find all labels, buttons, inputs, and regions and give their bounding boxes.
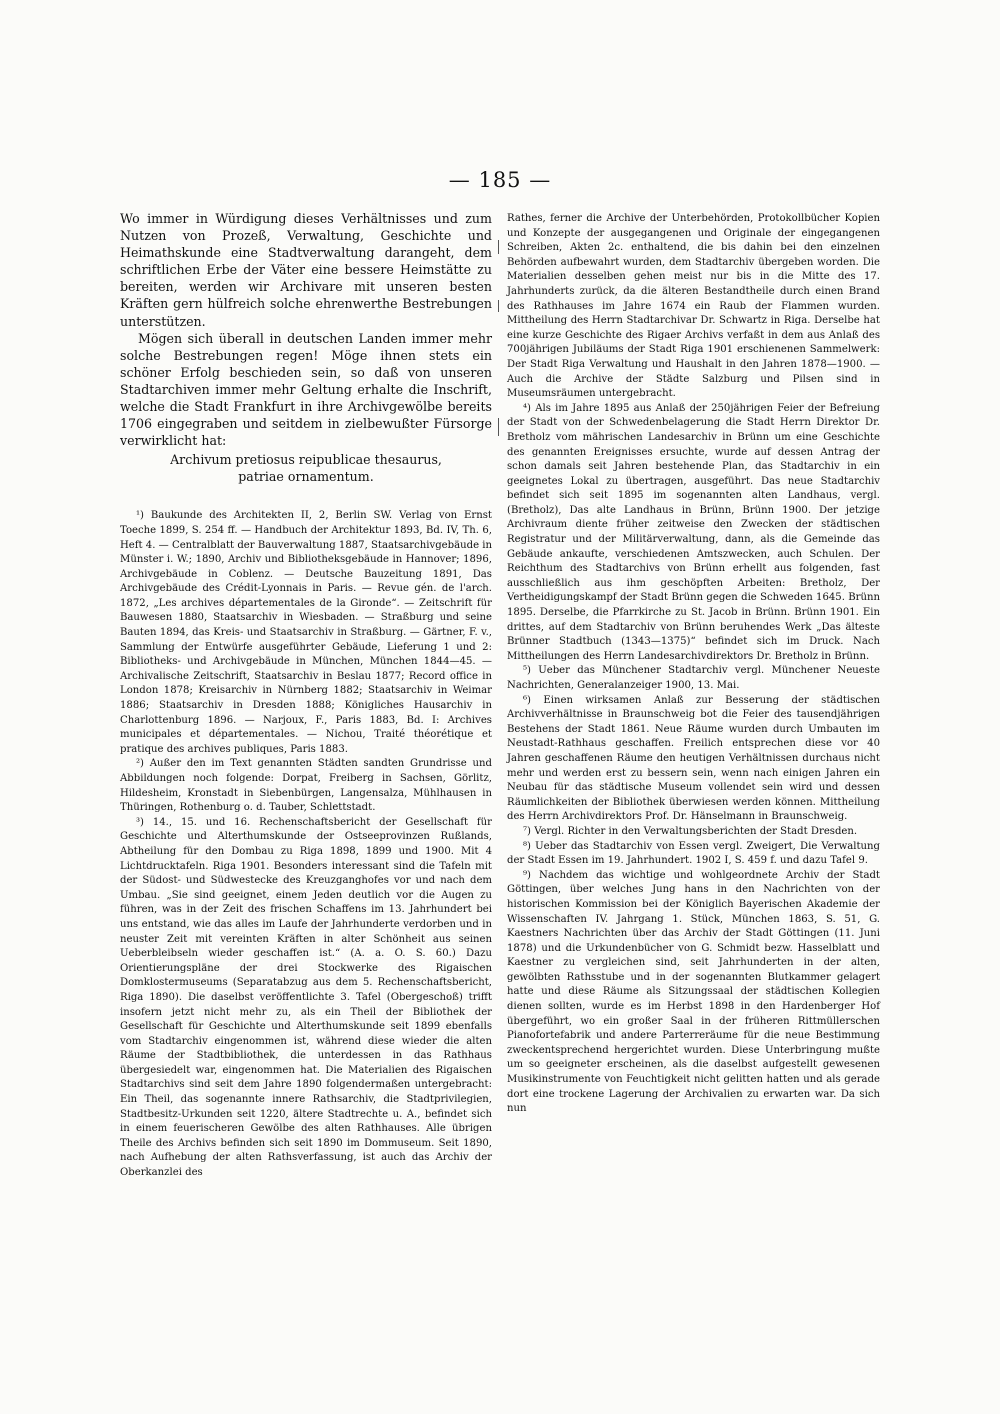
inscription-motto — [120, 451, 492, 485]
margin-mark — [498, 300, 499, 312]
page-number: — 185 — — [448, 168, 552, 192]
footnote: ³) 14., 15. und 16. Rechenschaftsbericht der Gesellschaft für Geschichte und Alterthumskunde der Ostseeprovinzen Rußlands, Abtheilung für den Dombau zu Riga 1898, 1899 und 1900. Mit 4 Lichtdrucktafeln. Riga 1901. Besonders interessant sind die Tafeln mit der Südost- und Südwestecke des Kreuzganghofes vor und nach dem Umbau. „Sie sind geeignet, einem Jeden deutlich vor die Augen zu führen, was in der Zeit des frischen Schaffens im 13. Jahrhundert bei uns entstand, wie das alles im Laufe der Jahrhunderte verdorben und in neuster Zeit mit vereinten Kräften in alter Schönheit aus seinen Ueberbleibseln wieder geschaffen ist.“ (A. a. O. S. 60.) Dazu Orientierungspläne der drei Stockwerke des Rigaischen Domklostermuseums (Separatabzug aus dem 5. Rechenschaftsbericht, Riga 1890). Die daselbst veröffentlichte 3. Tafel (Obergeschoß) trifft insofern jetzt nicht mehr zu, als ein Theil der Bibliothek der Gesellschaft für Geschichte und Alterthumskunde seit 1899 ebenfalls vom Stadtarchiv eingenommen ist, während diese wieder die alten Räume der Stadtbibliothek, die unterdessen in das Rathhaus übergesiedelt war, eingenommen hat. Die Materialien des Rigaischen Stadtarchivs sind seit dem Jahre 1890 folgendermaßen untergebracht: Ein Theil, das sogenannte innere Rathsarchiv, die Stadtprivilegien, Stadtbesitz-Urkunden seit 1220, ältere Stadtrechte u. A., befindet sich in einem feuerischeren Gewölbe des alten Rathhauses. Alle übrigen Theile des Archivs befinden sich seit 1890 im Dommuseum. Seit 1890, nach Aufhebung der alten Rathsverfassung, ist auch das Archiv der Oberkanzlei des — [120, 816, 492, 1179]
motto-line: Archivum pretiosus reipublicae thesaurus, — [170, 452, 442, 468]
footnote: ¹) Baukunde des Architekten II, 2, Berlin SW. Verlag von Ernst Toeche 1899, S. 254 ff. — Handbuch der Architektur 1893, Bd. IV, Th. 6, Heft 4. — Centralblatt der Bauverwaltung 1887, Staatsarchivgebäude in Münster i. W.; 1890, Archiv und Bibliotheksgebäude in Hannover; 1896, Archivgebäude in Coblenz. — Deutsche Bauzeitung 1891, Das Archivgebäude des Crédit-Lyonnais in Paris. — Revue gén. de l'arch. 1872, „Les archives départementales de la Gironde“. — Zeitschrift für Bauwesen 1880, Staatsarchiv in Wiesbaden. — Straßburg und seine Bauten 1894, das Kreis- und Staatsarchiv in Straßburg. — Gärtner, F. v., Sammlung der Entwürfe ausgeführter Gebäude, Lieferung 1 und 2: Bibliotheks- und Archivgebäude in München, München 1844—45. — Archivalische Zeitschrift, Staatsarchiv in Beslau 1877; Record office in London 1878; Kreisarchiv in Nürnberg 1882; Staatsarchiv in Weimar 1886; Staatsarchiv in Dresden 1888; Königliches Hausarchiv in Charlottenburg 1896. — Narjoux, F., Paris 1883, Bd. I: Archives municipales et départementales. — Nichou, Traité théorétique et pratique des archives publiques, Paris 1883. — [120, 510, 492, 755]
footnotes — [120, 509, 492, 1180]
paragraph: Wo immer in Würdigung dieses Verhältnisses und zum Nutzen von Prozeß, Verwaltung, Geschichte und Heimathskunde eine Stadtverwaltung darangeht, dem schriftlichen Erbe der Väter eine bessere Heimstätte zu bereiten, werden wir Archivare mit unseren besten Kräften gern hülfreich solche ehrenwerthe Bestrebungen unterstützen. — [120, 211, 492, 329]
footnote-continuation: Rathes, ferner die Archive der Unterbehörden, Protokollbücher Kopien und Konzepte der ausgegangenen und Originale der eingegangenen Schreiben, Akten 2c. enthaltend, die bis dahin bei den einzelnen Behörden aufbewahrt wurden, dem Stadtarchiv übergeben worden. Die Materialien desselben gehen meist nur bis in die Mitte des 17. Jahrhunderts zurück, da die älteren Bestandtheile durch einen Brand des Rathhauses im Jahre 1674 ein Raub der Flammen wurden. Mittheilung des Herrn Stadtarchivar Dr. Schwartz in Riga. Derselbe hat eine kurze Geschichte des Rigaer Archivs verfaßt in dem aus Anlaß des 700jährigen Jubiläums der Stadt Riga 1901 erschienenen Sammelwerk: Der Stadt Riga Verwaltung und Haushalt in den Jahren 1878—1900. — Auch die Archive der Städte Salzburg und Pilsen sind in Museumsräumen untergebracht. — [507, 213, 880, 400]
footnote: ²) Außer den im Text genannten Städten sandten Grundrisse und Abbildungen noch folgende: Dorpat, Freiberg in Sachsen, Görlitz, Hildesheim, Kronstadt in Siebenbürgen, Langensalza, Mühlhausen in Thüringen, Rothenburg o. d. Tauber, Schlettstadt. — [120, 758, 492, 814]
footnote: ⁹) Nachdem das wichtige und wohlgeordnete Archiv der Stadt Göttingen, über welches Jung hans in den Nachrichten von der historischen Kommission bei der Königlich Bayerischen Akademie der Wissenschaften IV. Jahrgang 1. Stück, München 1863, S. 51, G. Kaestners Nachrichten über das Archiv der Stadt Göttingen (11. Juni 1878) und die Urkundenbücher von G. Schmidt bezw. Hasselblatt und Kaestner zu vergleichen sind, seit Jahrhunderten in der alten, gewölbten Rathsstube und in der sogenannten Blutkammer gelagert hatte und diese Räume als Sitzungssaal der städtischen Kollegien dienen sollten, wurde es im Herbst 1898 in den Hardenberger Hof übergeführt, wo ein großer Saal in der früheren Rittmüllerschen Pianofortefabrik und andere Parterreräume für die neue Bestimmung zweckentsprechend hergerichtet wurden. Diese Unterbringung mußte um so geeigneter erscheinen, als die daselbst aufgestellt gewesenen Musikinstrumente von Feuchtigkeit nicht gelitten hatten und als gerade dort eine trockene Lagerung der Archivalien zu erwarten war. Da sich nun — [507, 869, 880, 1115]
right-column — [507, 212, 880, 1117]
motto-line: patriae ornamentum. — [238, 469, 374, 485]
footnote: ⁴) Als im Jahre 1895 aus Anlaß der 250jährigen Feier der Befreiung der Stadt von der Schwedenbelagerung die Stadt Herrn Direktor Dr. Bretholz vom mährischen Landesarchiv in Brünn um eine Geschichte des genannten Ereignisses ersuchte, wurde auf dessen Antrag der schon damals seit Jahren bestehende Plan, das Stadtarchiv in ein geeignetes Lokal zu übertragen, ausgeführt. Das neue Stadtarchiv befindet sich seit 1895 im sogenannten alten Landhaus, vergl. (Bretholz), Das alte Landhaus in Brünn, Brünn 1900. Der jetzige Archivraum diente früher zeitweise den Zwecken der städtischen Registratur und der Militärverwaltung, dann, als die Gemeinde das Gebäude ankaufte, verschiedenen Amtszwecken, auch Schulen. Der Reichthum des Stadtarchivs von Brünn erhellt aus folgenden, fast ausschließlich aus ihm geschöpften Arbeiten: Bretholz, Der Vertheidigungskampf der Stadt Brünn gegen die Schweden 1645. Brünn 1895. Derselbe, die Pfarrkirche zu St. Jacob in Brünn. Brünn 1901. Ein drittes, auf dem Stadtarchiv von Brünn beruhendes Werk „Das älteste Brünner Stadtbuch (1343—1375)“ befindet sich im Druck. Nach Mittheilungen des Herrn Landesarchivdirektors Dr. Bretholz in Brünn. — [507, 402, 880, 662]
left-column — [120, 210, 492, 1181]
footnote: ⁶) Einen wirksamen Anlaß zur Besserung der städtischen Archivverhältnisse in Braunschweig bot die Feier des tausendjährigen Bestehens der Stadt 1861. Neue Räume wurden durch Umbauten im Neustadt-Rathhaus geschaffen. Freilich entsprechen diese vor 40 Jahren geschaffenen Räume den heutigen Verhältnissen durchaus nicht mehr und werden erst zu bessern sein, wenn nach einigen Jahren ein Neubau für das städtische Museum vollendet sein wird und dessen Räumlichkeiten der Bibliothek überwiesen werden können. Mittheilung des Herrn Archivdirektors Prof. Dr. Hänselmann in Braunschweig. — [507, 694, 880, 823]
footnote: ⁸) Ueber das Stadtarchiv von Essen vergl. Zweigert, Die Verwaltung der Stadt Essen im 19. Jahrhundert. 1902 I, S. 459 f. und dazu Tafel 9. — [507, 840, 880, 867]
footnote: ⁵) Ueber das Münchener Stadtarchiv vergl. Münchener Neueste Nachrichten, Generalanzeiger 1900, 13. Mai. — [507, 665, 880, 691]
footnotes — [507, 212, 880, 1117]
main-text — [120, 210, 492, 449]
paragraph: Mögen sich überall in deutschen Landen immer mehr solche Bestrebungen regen! Möge ihnen stets ein schöner Erfolg beschieden sein, so daß von unseren Stadtarchiven immer mehr Geltung erhalte die Inschrift, welche die Stadt Frankfurt in ihre Archivgewölbe bereits 1706 eingegraben und seitdem in zielbewußter Fürsorge verwirklicht hat: — [120, 330, 492, 449]
footnote: ⁷) Vergl. Richter in den Verwaltungsberichten der Stadt Dresden. — [523, 825, 858, 837]
margin-mark — [498, 418, 499, 436]
margin-mark — [498, 240, 499, 254]
